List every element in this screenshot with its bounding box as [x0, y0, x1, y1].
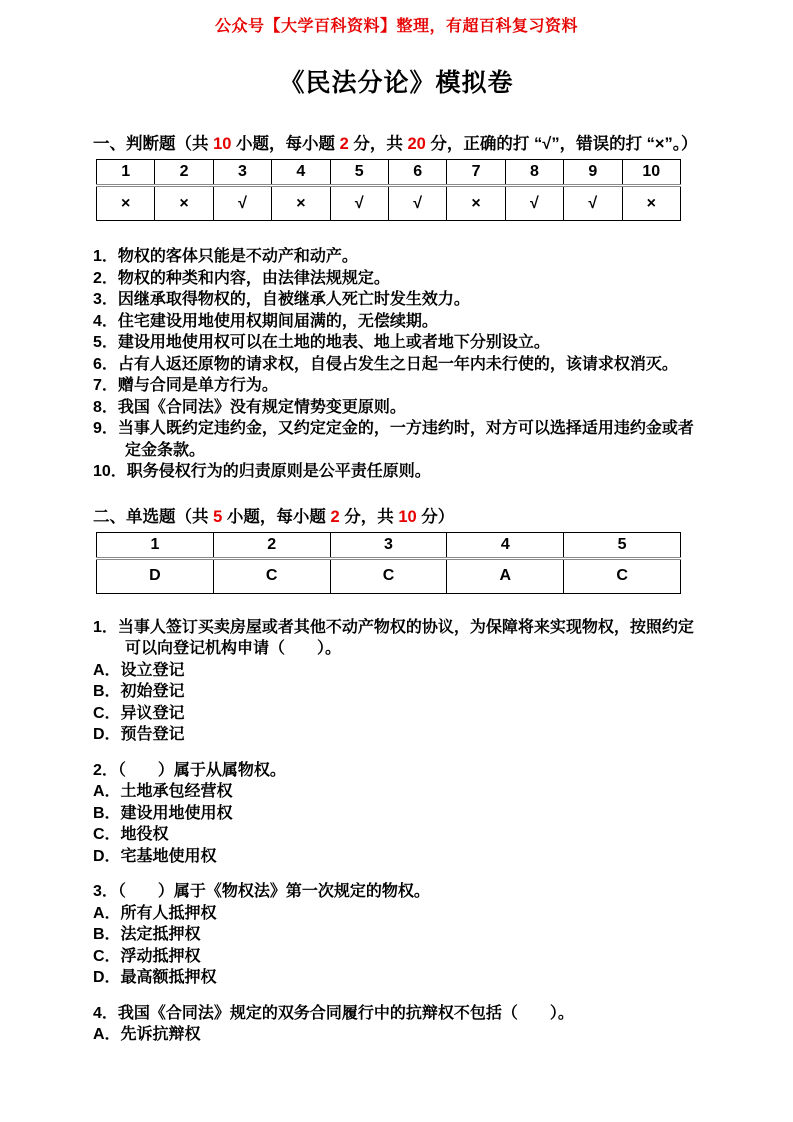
mc-question-3 — [93, 881, 700, 989]
answer-cell: √ — [388, 186, 446, 221]
answer-cell: C — [564, 558, 681, 593]
table-header-cell: 3 — [213, 160, 271, 186]
section2-heading-text: 分，共 — [339, 507, 399, 526]
answer-cell: × — [447, 186, 505, 221]
mc-option-d: D．最高额抵押权 — [93, 969, 217, 986]
answer-cell: × — [97, 186, 155, 221]
answer-cell: × — [155, 186, 213, 221]
mc-option-a: A．所有人抵押权 — [93, 904, 217, 922]
section2-count: 5 — [213, 507, 223, 526]
promo-header: 公众号【大学百科资料】整理，有超百科复习资料 — [214, 18, 578, 35]
table-answer-row — [97, 186, 681, 221]
table-header-cell: 3 — [330, 532, 447, 558]
answer-cell: √ — [213, 186, 271, 221]
answer-cell: A — [447, 558, 564, 593]
mc-question-stem: 2．（ ）属于从属物权。 — [93, 761, 286, 779]
question-item: 6．占有人返还原物的请求权，自侵占发生之日起一年内未行使的，该请求权消灭。 — [93, 355, 678, 373]
section2-heading-text: 小题，每小题 — [222, 507, 331, 526]
answer-cell: D — [97, 558, 214, 593]
choice-answer-table — [96, 532, 681, 594]
question-item: 7．赠与合同是单方行为。 — [93, 377, 278, 394]
answer-cell: × — [622, 186, 680, 221]
mc-option-d: D．预告登记 — [93, 726, 185, 743]
section1-heading-text: 分，正确的打 “√”，错误的打 “×”。） — [425, 135, 698, 153]
mc-option-b: B．建设用地使用权 — [93, 804, 233, 822]
mc-option-c: C．地役权 — [93, 826, 169, 843]
answer-cell: √ — [505, 186, 563, 221]
table-header-cell: 1 — [97, 532, 214, 558]
section1-points-total: 20 — [407, 135, 426, 153]
table-header-cell: 2 — [155, 160, 213, 186]
section2-heading — [93, 503, 700, 527]
choice-questions — [93, 617, 700, 1046]
answer-cell: √ — [330, 186, 388, 221]
question-item: 9．当事人既约定违约金，又约定定金的，一方违约时，对方可以选择适用违约金或者定金条款。 — [93, 420, 694, 459]
mc-question-2 — [93, 760, 700, 868]
judgment-questions — [93, 246, 700, 483]
section1-heading-text: 分，共 — [348, 135, 408, 153]
mc-option-c: C．浮动抵押权 — [93, 947, 201, 965]
table-answer-row — [97, 558, 681, 593]
section1-heading-text: 小题，每小题 — [231, 135, 340, 153]
question-item: 10．职务侵权行为的归责原则是公平责任原则。 — [93, 463, 431, 480]
mc-option-d: D．宅基地使用权 — [93, 847, 217, 865]
section2-points-each: 2 — [330, 507, 340, 526]
mc-question-4 — [93, 1003, 700, 1046]
section1-points-each: 2 — [339, 135, 349, 153]
answer-cell: √ — [564, 186, 622, 221]
table-header-row — [97, 160, 681, 186]
table-header-cell: 1 — [97, 160, 155, 186]
table-header-cell: 5 — [330, 160, 388, 186]
section2-heading-text: 二、单选题（共 — [93, 507, 214, 526]
mc-option-c: C．异议登记 — [93, 704, 185, 722]
section1-heading — [93, 130, 700, 154]
question-item: 3．因继承取得物权的，自被继承人死亡时发生效力。 — [93, 291, 470, 308]
exam-title: 《民法分论》模拟卷 — [279, 69, 514, 97]
section2-points-total: 10 — [398, 507, 417, 526]
mc-question-1 — [93, 617, 700, 746]
mc-question-stem: 3．（ ）属于《物权法》第一次规定的物权。 — [93, 883, 430, 900]
mc-option-a: A．土地承包经营权 — [93, 783, 233, 800]
table-header-cell: 6 — [388, 160, 446, 186]
section1-count: 10 — [213, 135, 232, 153]
mc-option-b: B．初始登记 — [93, 683, 185, 700]
table-header-cell: 9 — [564, 160, 622, 186]
judgment-answer-table — [96, 159, 681, 221]
mc-option-a: A．先诉抗辩权 — [93, 1026, 201, 1043]
answer-cell: × — [272, 186, 330, 221]
answer-cell: C — [213, 558, 330, 593]
question-item: 1．物权的客体只能是不动产和动产。 — [93, 248, 358, 265]
table-header-cell: 10 — [622, 160, 680, 186]
table-header-row — [97, 532, 681, 558]
section2-heading-text: 分） — [416, 507, 455, 526]
answer-cell: C — [330, 558, 447, 593]
question-item: 4．住宅建设用地使用权期间届满的，无偿续期。 — [93, 312, 438, 330]
question-item: 2．物权的种类和内容，由法律法规规定。 — [93, 269, 390, 287]
question-item: 5．建设用地使用权可以在土地的地表、地上或者地下分别设立。 — [93, 334, 550, 351]
question-item: 8．我国《合同法》没有规定情势变更原则。 — [93, 398, 406, 416]
section1-heading-text: 一、判断题（共 — [93, 135, 214, 153]
table-header-cell: 7 — [447, 160, 505, 186]
table-header-cell: 2 — [213, 532, 330, 558]
mc-question-stem: 4．我国《合同法》规定的双务合同履行中的抗辩权不包括（ ）。 — [93, 1004, 574, 1022]
table-header-cell: 4 — [447, 532, 564, 558]
table-header-cell: 8 — [505, 160, 563, 186]
mc-option-b: B．法定抵押权 — [93, 926, 201, 943]
mc-option-a: A．设立登记 — [93, 661, 185, 679]
mc-question-stem: 1．当事人签订买卖房屋或者其他不动产物权的协议，为保障将来实现物权，按照约定可以向登记机构申请（ ）。 — [93, 618, 694, 657]
table-header-cell: 4 — [272, 160, 330, 186]
table-header-cell: 5 — [564, 532, 681, 558]
